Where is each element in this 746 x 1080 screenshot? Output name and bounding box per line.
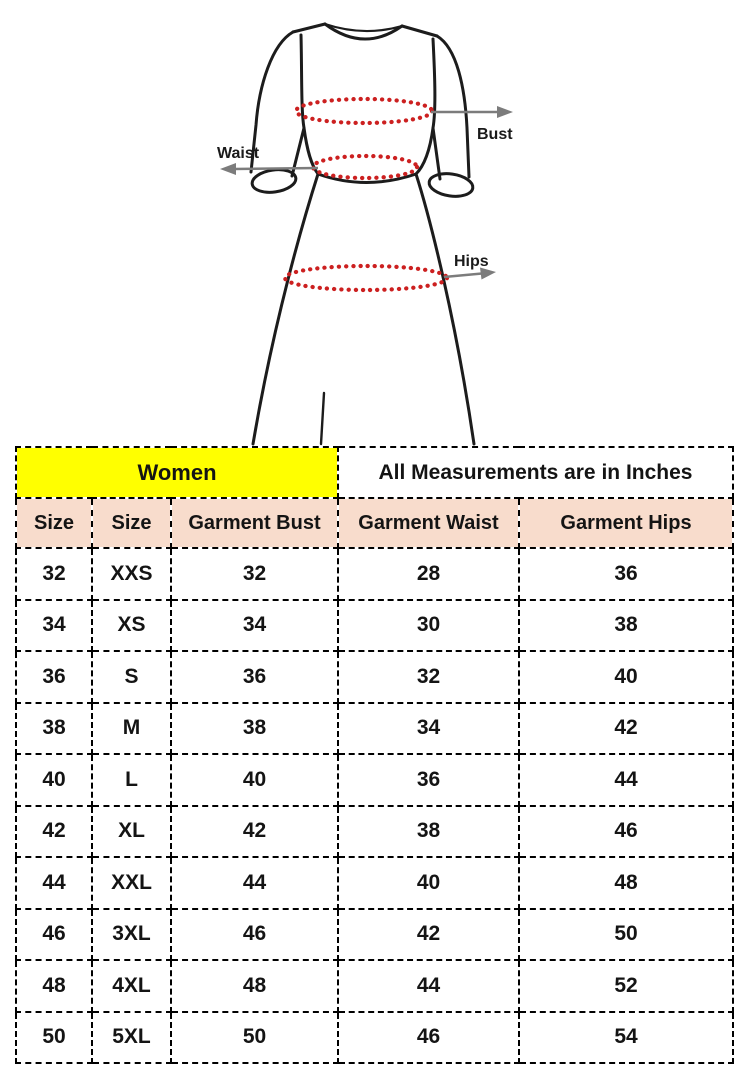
garment-waist-cell: 46 [338,1012,519,1064]
garment-waist-cell: 34 [338,703,519,755]
column-header-garment-bust: Garment Bust [171,498,338,548]
garment-bust-cell: 36 [171,651,338,703]
size-letter-cell: XXL [92,857,171,909]
garment-hips-cell: 40 [519,651,733,703]
garment-hips-cell: 42 [519,703,733,755]
garment-bust-cell: 48 [171,960,338,1012]
size-table-body [16,548,733,1063]
hips-ellipse [285,266,447,290]
garment-waist-cell: 42 [338,909,519,961]
garment-waist-cell: 44 [338,960,519,1012]
table-row [16,1012,733,1064]
table-row [16,600,733,652]
table-row [16,548,733,600]
dress-measurement-diagram [0,0,746,446]
garment-hips-cell: 46 [519,806,733,858]
garment-hips-cell: 48 [519,857,733,909]
size-number-cell: 34 [16,600,92,652]
garment-hips-cell: 36 [519,548,733,600]
garment-hips-cell: 54 [519,1012,733,1064]
garment-bust-cell: 32 [171,548,338,600]
garment-waist-cell: 40 [338,857,519,909]
waist-ellipse [313,156,417,178]
table-row [16,703,733,755]
size-letter-cell: XS [92,600,171,652]
bust-label: Bust [477,126,513,143]
size-number-cell: 32 [16,548,92,600]
waist-label: Waist [217,145,260,162]
column-header-size-alpha: Size [92,498,171,548]
garment-waist-cell: 38 [338,806,519,858]
size-letter-cell: M [92,703,171,755]
column-header-row [16,498,733,548]
size-number-cell: 36 [16,651,92,703]
table-row [16,754,733,806]
table-row [16,806,733,858]
garment-waist-cell: 28 [338,548,519,600]
column-header-garment-hips: Garment Hips [519,498,733,548]
size-number-cell: 38 [16,703,92,755]
garment-bust-cell: 42 [171,806,338,858]
hips-label: Hips [454,253,489,270]
bust-ellipse [296,99,432,123]
garment-hips-cell: 50 [519,909,733,961]
garment-bust-cell: 46 [171,909,338,961]
size-letter-cell: 3XL [92,909,171,961]
size-number-cell: 50 [16,1012,92,1064]
table-row [16,909,733,961]
size-letter-cell: S [92,651,171,703]
table-row [16,960,733,1012]
size-number-cell: 48 [16,960,92,1012]
garment-bust-cell: 50 [171,1012,338,1064]
garment-hips-cell: 52 [519,960,733,1012]
garment-hips-cell: 44 [519,754,733,806]
size-letter-cell: XL [92,806,171,858]
women-group-header: Women [16,447,338,498]
column-header-size-numeric: Size [16,498,92,548]
garment-hips-cell: 38 [519,600,733,652]
garment-waist-cell: 30 [338,600,519,652]
size-number-cell: 46 [16,909,92,961]
size-letter-cell: 4XL [92,960,171,1012]
column-header-garment-waist: Garment Waist [338,498,519,548]
size-letter-cell: L [92,754,171,806]
garment-bust-cell: 44 [171,857,338,909]
group-header-row [16,447,733,498]
table-row [16,857,733,909]
garment-waist-cell: 32 [338,651,519,703]
garment-bust-cell: 40 [171,754,338,806]
size-letter-cell: 5XL [92,1012,171,1064]
dress-outline-illustration [251,24,475,444]
size-number-cell: 40 [16,754,92,806]
garment-waist-cell: 36 [338,754,519,806]
size-number-cell: 42 [16,806,92,858]
size-number-cell: 44 [16,857,92,909]
garment-bust-cell: 34 [171,600,338,652]
size-letter-cell: XXS [92,548,171,600]
garment-bust-cell: 38 [171,703,338,755]
size-table [15,446,734,1064]
units-group-header: All Measurements are in Inches [338,447,733,498]
table-row [16,651,733,703]
